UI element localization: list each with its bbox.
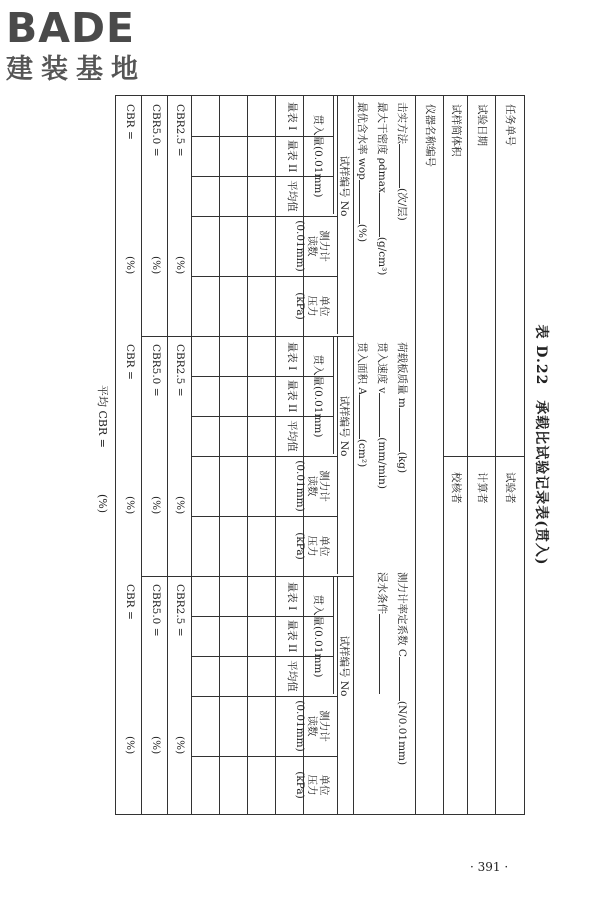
cbr25-unit-2: (%) <box>174 496 186 515</box>
avg-header-1: 平均值 <box>286 180 298 212</box>
optimum-water-content: 最优含水率 wop(%) <box>356 102 368 243</box>
penetration-area: 贯入面积 A(cm²) <box>356 342 368 468</box>
gauge1-header-2: 量表 I <box>286 341 298 371</box>
penetration-speed: 贯入速度 v(mm/min) <box>376 342 388 490</box>
cbr25-label-2: CBR2.5 = <box>174 344 186 397</box>
sample-no-1: 试样编号 No <box>338 155 350 217</box>
avg-header-3: 平均值 <box>286 660 298 692</box>
cbr-label-2: CBR = <box>124 344 136 380</box>
cbr50-label-1: CBR5.0 = <box>150 104 162 157</box>
logo-subtitle: 建装基地 <box>6 54 146 85</box>
avg-header-2: 平均值 <box>286 420 298 452</box>
penetration-header-2: 贯入量(0.01mm) <box>312 354 324 438</box>
cbr25-label-1: CBR2.5 = <box>174 104 186 157</box>
force-header-3: 测力计 读数 (0.01mm) <box>294 700 330 752</box>
gauge1-header-3: 量表 I <box>286 581 298 611</box>
average-cbr: 平均 CBR =(%) <box>96 385 109 514</box>
max-dry-density: 最大干密度 ρdmax(g/cm³) <box>376 102 388 276</box>
cbr25-unit-3: (%) <box>174 736 186 755</box>
cbr50-unit-3: (%) <box>150 736 162 755</box>
cbr50-unit-1: (%) <box>150 256 162 275</box>
gauge2-header-2: 量表 II <box>286 379 298 413</box>
dynamometer-coefficient: 测力计率定系数 C(N/0.01mm) <box>396 572 408 766</box>
record-table <box>115 95 525 815</box>
logo-brand: BADE <box>6 4 136 52</box>
cbr-unit-1: (%) <box>124 256 136 275</box>
pressure-header-1: 单位 压力 (kPa) <box>294 292 330 320</box>
test-date-label: 试验日期 <box>476 104 488 146</box>
gauge1-header-1: 量表 I <box>286 101 298 131</box>
sample-no-2: 试样编号 No <box>338 395 350 457</box>
checker-label: 校核者 <box>450 472 462 504</box>
tester-label: 试验者 <box>504 472 516 504</box>
cbr-unit-2: (%) <box>124 496 136 515</box>
cbr-unit-3: (%) <box>124 736 136 755</box>
cbr25-unit-1: (%) <box>174 256 186 275</box>
cbr50-label-3: CBR5.0 = <box>150 584 162 637</box>
cbr25-label-3: CBR2.5 = <box>174 584 186 637</box>
logo <box>6 6 176 86</box>
compaction-method: 击实方法(次/层) <box>396 102 408 221</box>
penetration-header-3: 贯入量(0.01mm) <box>312 594 324 678</box>
cbr-label-3: CBR = <box>124 584 136 620</box>
rotated-page <box>0 95 560 895</box>
pressure-header-2: 单位 压力 (kPa) <box>294 532 330 560</box>
soak-condition: 浸水条件 <box>376 572 390 694</box>
calculator-label: 计算者 <box>476 472 488 504</box>
load-plate-mass: 荷载板质量 m(kg) <box>396 342 408 474</box>
cbr-label-1: CBR = <box>124 104 136 140</box>
pressure-header-3: 单位 压力 (kPa) <box>294 771 330 799</box>
sample-no-3: 试样编号 No <box>338 635 350 697</box>
instrument-label: 仪器名称编号 <box>424 104 436 167</box>
gauge2-header-1: 量表 II <box>286 139 298 173</box>
sample-volume-label: 试样简体积 <box>450 104 462 157</box>
page-number: · 391 · <box>470 860 509 874</box>
gauge2-header-3: 量表 II <box>286 619 298 653</box>
force-header-1: 测力计 读数 (0.01mm) <box>294 220 330 272</box>
table-title: 表 D.22 承载比试验记录表(贯入) <box>533 324 549 566</box>
cbr50-unit-2: (%) <box>150 496 162 515</box>
cbr50-label-2: CBR5.0 = <box>150 344 162 397</box>
force-header-2: 测力计 读数 (0.01mm) <box>294 460 330 512</box>
task-number-label: 任务单号 <box>504 104 516 146</box>
penetration-header-1: 贯入量(0.01mm) <box>312 114 324 198</box>
